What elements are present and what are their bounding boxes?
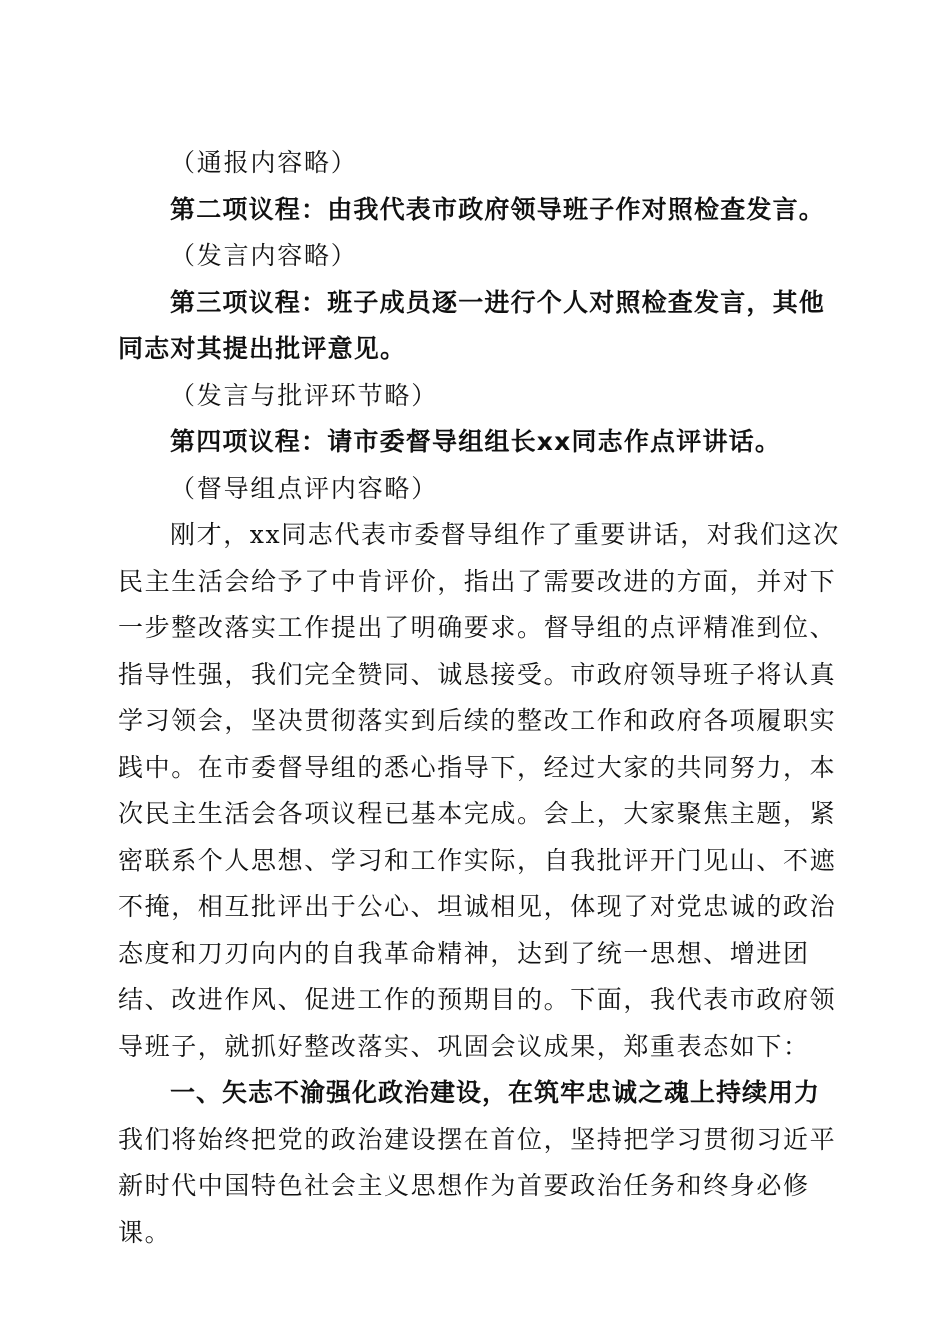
- document-body: [118, 140, 840, 1256]
- section-paragraph-political-building: 我们将始终把党的政治建设摆在首位，坚持把学习贯彻习近平新时代中国特色社会主义思想作为首要政治任务和终身必修课。: [118, 1124, 837, 1247]
- agenda-item-4: 第四项议程：请市委督导组组长xx同志作点评讲话。: [170, 427, 782, 456]
- agenda-note-report-omitted: （通报内容略）: [170, 148, 358, 177]
- agenda-note-speech-omitted: （发言内容略）: [170, 241, 358, 270]
- agenda-note-review-omitted: （督导组点评内容略）: [170, 473, 439, 503]
- section-heading-political-building: 一、矢志不渝强化政治建设，在筑牢忠诚之魂上持续用力: [170, 1078, 821, 1107]
- agenda-item-2: 第二项议程：由我代表市政府领导班子作对照检查发言。: [170, 194, 826, 224]
- summary-paragraph: 刚才，xx同志代表市委督导组作了重要讲话，对我们这次民主生活会给予了中肯评价，指出了需要改进的方面，并对下一步整改落实工作提出了明确要求。督导组的点评精准到位、指导性强，我们完全赞同、诚恳接受。市政府领导班子将认真学习领会，坚决贯彻落实到后续的整改工作和政府各项履职实践中。在市委督导组的悉心指导下，经过大家的共同努力，本次民主生活会各项议程已基本完成。会上，大家聚焦主题，紧密联系个人思想、学习和工作实际，自我批评开门见山、不遮不掩，相互批评出于公心、坦诚相见，体现了对党忠诚的政治态度和刀刃向内的自我革命精神，达到了统一思想、增进团结、改进作风、促进工作的预期目的。下面，我代表市政府领导班子，就抓好整改落实、巩固会议成果，郑重表态如下：: [118, 520, 840, 1061]
- agenda-note-criticism-omitted: （发言与批评环节略）: [170, 380, 439, 410]
- agenda-item-3: 第三项议程：班子成员逐一进行个人对照检查发言，其他同志对其提出批评意见。: [118, 287, 826, 363]
